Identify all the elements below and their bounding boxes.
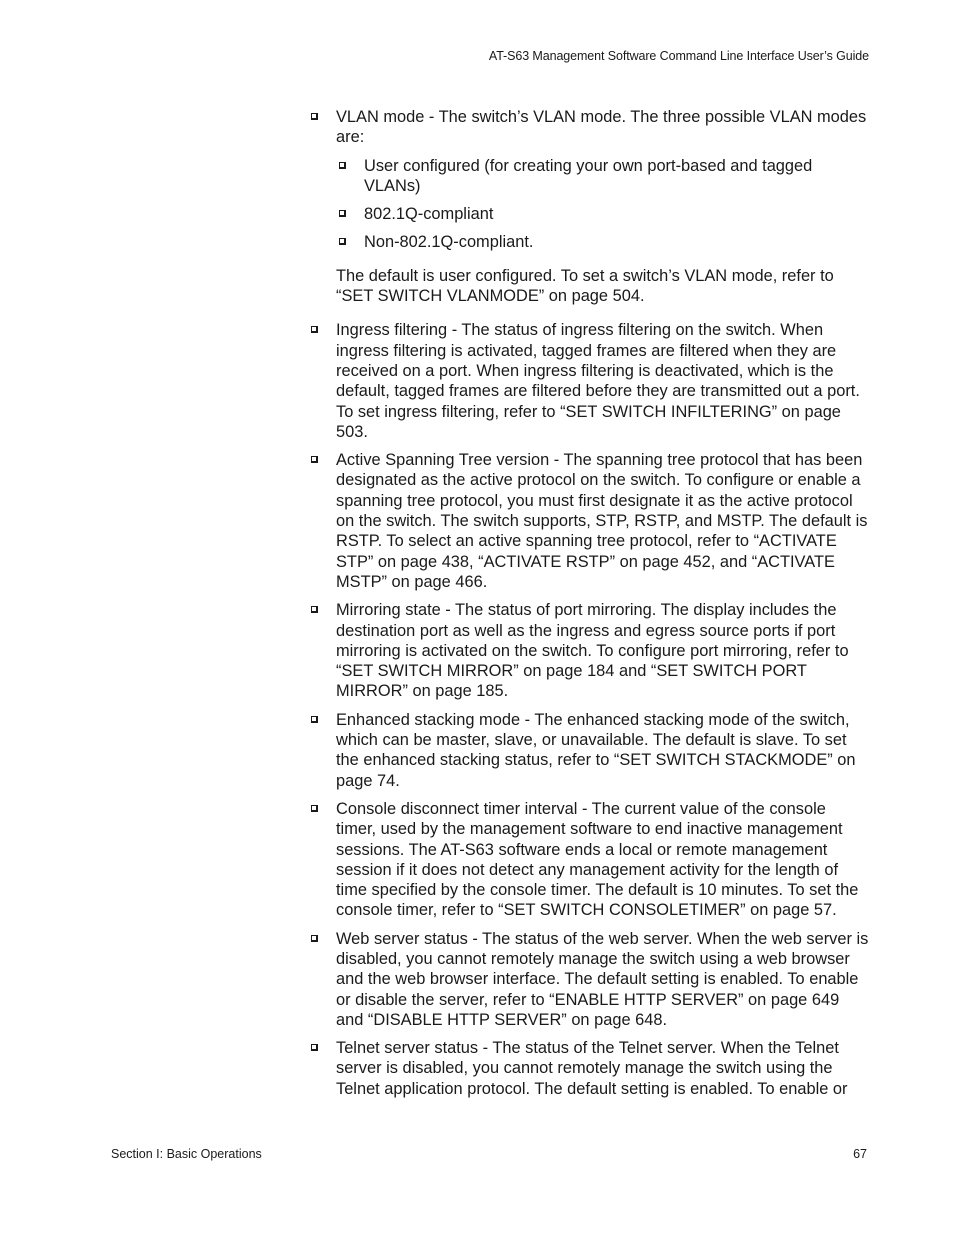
list-item-text: Active Spanning Tree version - The spanning tree protocol that has been designated as the active protocol on the switch. To configure or enable a spanning tree protocol, you must first designate it as the active protocol on the switch. The switch supports, STP, RSTP, and MSTP. The default is RSTP. To select an active spanning tree protocol, refer to “ACTIVATE STP” on page 438, “ACTIVATE RSTP” on page 452, and “ACTIVATE MSTP” on page 466. [336,451,868,591]
list-item-text: VLAN mode - The switch’s VLAN mode. The three possible VLAN modes are: [336,108,867,147]
list-item-telnet-server [309,1038,869,1099]
checkbox-bullet-icon [311,935,318,942]
list-item-mirroring-state [309,600,869,701]
checkbox-bullet-icon [311,606,318,613]
sub-list-item-text: User configured (for creating your own port-based and tagged VLANs) [364,156,813,195]
list-item-text: Telnet server status - The status of the Telnet server. When the Telnet server is disabled, you cannot remotely manage the switch using the Telnet application protocol. The default setting is enabled. To enable or [336,1039,848,1098]
page-number: 67 [853,1147,867,1161]
list-item-spanning-tree [309,450,869,592]
list-item-ingress-filtering [309,320,869,442]
checkbox-bullet-icon [311,805,318,812]
checkbox-bullet-icon [339,210,346,217]
sub-list-item [309,204,869,224]
checkbox-bullet-icon [339,162,346,169]
checkbox-bullet-icon [311,326,318,333]
list-item-text: Mirroring state - The status of port mirroring. The display includes the destination port as well as the ingress and egress source ports if port mirroring is activated on the switch. To configure port mirroring, refer to “SET SWITCH MIRROR” on page 184 and “SET SWITCH PORT MIRROR” on page 185. [336,601,849,701]
sub-list-item-text: Non-802.1Q-compliant. [364,233,534,252]
sub-list-item-text: 802.1Q-compliant [364,205,494,224]
sub-list-item [309,156,869,197]
running-header: AT-S63 Management Software Command Line Interface User’s Guide [488,49,869,63]
checkbox-bullet-icon [311,716,318,723]
list-item-stacking-mode [309,710,869,791]
list-item-text: Enhanced stacking mode - The enhanced stacking mode of the switch, which can be master, slave, or unavailable. The default is slave. To set the enhanced stacking status, refer to “SET SWITCH STACKMODE” on page 74. [336,710,856,790]
list-item-text: Console disconnect timer interval - The current value of the console timer, used by the management software to end inactive management sessions. The AT-S63 software ends a local or remote management session if it does not detect any management activity for the length of time specified by the console timer. The default is 10 minutes. To set the console timer, refer to “SET SWITCH CONSOLETIMER” on page 57. [336,799,859,920]
checkbox-bullet-icon [339,238,346,245]
checkbox-bullet-icon [311,1044,318,1051]
footer-section: Section I: Basic Operations [111,1147,262,1161]
page-body [309,107,869,1107]
vlan-default-paragraph: The default is user configured. To set a switch’s VLAN mode, refer to “SET SWITCH VLANMODE” on page 504. [336,266,834,306]
checkbox-bullet-icon [311,456,318,463]
checkbox-bullet-icon [311,113,318,120]
list-item-text: Web server status - The status of the web server. When the web server is disabled, you cannot remotely manage the switch using a web browser and the web browser interface. The default setting is enabled. To enable or disable the server, refer to “ENABLE HTTP SERVER” on page 649 and “DISABLE HTTP SERVER” on page 648. [336,929,869,1029]
sub-list-item [309,232,869,252]
list-item-console-timer [309,799,869,921]
list-item-web-server [309,929,869,1030]
list-item-text: Ingress filtering - The status of ingress filtering on the switch. When ingress filtering is activated, tagged frames are filtered when they are received on a port. When ingress filtering is deactivated, which is the default, tagged frames are filtered before they are transmitted out a port. To set ingress filtering, refer to “SET SWITCH INFILTERING” on page 503. [336,321,860,441]
list-item-vlan-mode [309,107,869,148]
